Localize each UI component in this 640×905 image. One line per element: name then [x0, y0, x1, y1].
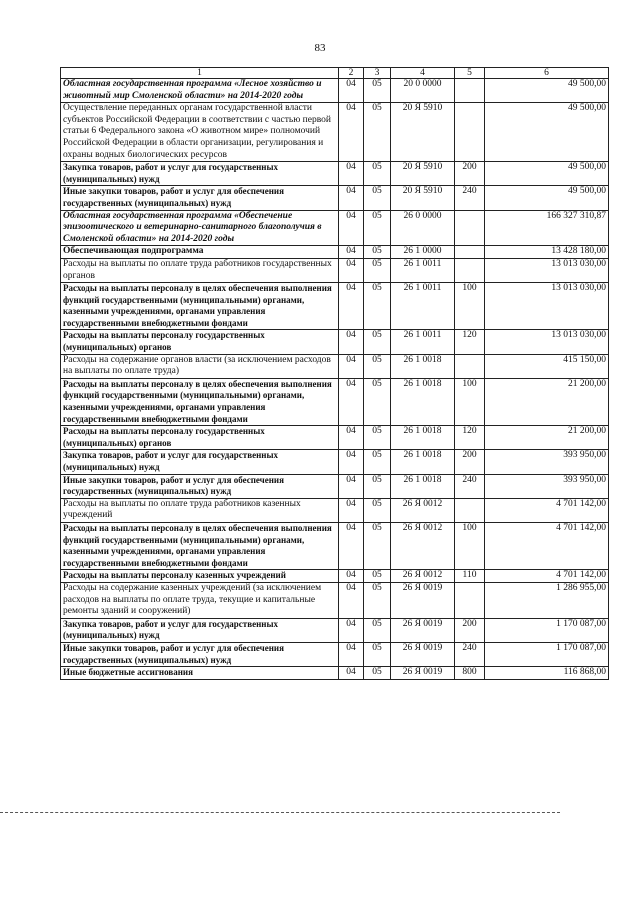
amount-cell: 393 950,00	[485, 450, 609, 474]
row-name-cell: Расходы на выплаты персоналу в целях обеспечения выполнения функций государственными (муниципальными) органами, казенными учреждениями, органами управления государственными внебюджетными фондами	[61, 283, 339, 330]
section-code-cell: 04	[339, 522, 364, 569]
row-name-cell: Расходы на выплаты персоналу государственных (муниципальных) органов	[61, 426, 339, 450]
subsection-code-cell: 05	[364, 283, 391, 330]
target-article-cell: 26 Я 0019	[391, 618, 455, 642]
subsection-code-cell: 05	[364, 186, 391, 210]
expense-type-cell: 120	[455, 330, 485, 354]
expense-type-cell: 240	[455, 642, 485, 666]
target-article-cell: 26 1 0018	[391, 378, 455, 425]
expense-type-cell: 100	[455, 283, 485, 330]
column-header: 6	[485, 68, 609, 79]
table-header-row	[61, 68, 609, 79]
expense-type-cell	[455, 210, 485, 246]
expense-type-cell: 240	[455, 474, 485, 498]
expense-type-cell: 800	[455, 667, 485, 680]
row-name-cell: Осуществление переданных органам государственной власти субъектов Российской Федерации в соответствии с частью первой статьи 6 Федерального закона «О животном мире» полномочий Российской Федерации в области организации, регулирования и охраны водных биологических ресурсов	[61, 103, 339, 162]
row-name-cell: Закупка товаров, работ и услуг для государственных (муниципальных) нужд	[61, 618, 339, 642]
expense-type-cell	[455, 246, 485, 259]
column-header: 5	[455, 68, 485, 79]
row-name-cell: Расходы на выплаты по оплате труда работников казенных учреждений	[61, 498, 339, 522]
section-code-cell: 04	[339, 210, 364, 246]
subsection-code-cell: 05	[364, 582, 391, 618]
amount-cell: 1 170 087,00	[485, 642, 609, 666]
budget-table	[60, 67, 609, 680]
section-code-cell: 04	[339, 330, 364, 354]
expense-type-cell: 200	[455, 162, 485, 186]
row-name-cell: Расходы на выплаты персоналу в целях обеспечения выполнения функций государственными (муниципальными) органами, казенными учреждениями, органами управления государственными внебюджетными фондами	[61, 522, 339, 569]
amount-cell: 49 500,00	[485, 162, 609, 186]
subsection-code-cell: 05	[364, 79, 391, 103]
target-article-cell: 26 Я 0019	[391, 582, 455, 618]
section-code-cell: 04	[339, 474, 364, 498]
subsection-code-cell: 05	[364, 103, 391, 162]
target-article-cell: 26 1 0018	[391, 354, 455, 378]
section-code-cell: 04	[339, 162, 364, 186]
table-row	[61, 450, 609, 474]
subsection-code-cell: 05	[364, 522, 391, 569]
amount-cell: 4 701 142,00	[485, 522, 609, 569]
amount-cell: 1 286 955,00	[485, 582, 609, 618]
subsection-code-cell: 05	[364, 246, 391, 259]
row-name-cell: Иные закупки товаров, работ и услуг для обеспечения государственных (муниципальных) нужд	[61, 474, 339, 498]
amount-cell: 116 868,00	[485, 667, 609, 680]
target-article-cell: 26 Я 0019	[391, 667, 455, 680]
expense-type-cell: 110	[455, 570, 485, 583]
column-header: 3	[364, 68, 391, 79]
subsection-code-cell: 05	[364, 258, 391, 282]
section-code-cell: 04	[339, 378, 364, 425]
subsection-code-cell: 05	[364, 642, 391, 666]
amount-cell: 166 327 310,87	[485, 210, 609, 246]
table-row	[61, 162, 609, 186]
expense-type-cell	[455, 582, 485, 618]
section-code-cell: 04	[339, 570, 364, 583]
amount-cell: 13 013 030,00	[485, 330, 609, 354]
target-article-cell: 26 Я 0012	[391, 570, 455, 583]
table-row	[61, 246, 609, 259]
section-code-cell: 04	[339, 246, 364, 259]
row-name-cell: Обеспечивающая подпрограмма	[61, 246, 339, 259]
target-article-cell: 26 Я 0019	[391, 642, 455, 666]
row-name-cell: Закупка товаров, работ и услуг для государственных (муниципальных) нужд	[61, 450, 339, 474]
expense-type-cell: 240	[455, 186, 485, 210]
table-row	[61, 642, 609, 666]
target-article-cell: 26 Я 0012	[391, 522, 455, 569]
table-row	[61, 354, 609, 378]
target-article-cell: 26 0 0000	[391, 210, 455, 246]
row-name-cell: Расходы на выплаты персоналу в целях обеспечения выполнения функций государственными (муниципальными) органами, казенными учреждениями, органами управления государственными внебюджетными фондами	[61, 378, 339, 425]
amount-cell: 415 150,00	[485, 354, 609, 378]
target-article-cell: 26 1 0018	[391, 426, 455, 450]
expense-type-cell: 100	[455, 522, 485, 569]
amount-cell: 393 950,00	[485, 474, 609, 498]
table-row	[61, 474, 609, 498]
section-code-cell: 04	[339, 642, 364, 666]
table-row	[61, 618, 609, 642]
scan-artifact-line	[0, 812, 560, 813]
row-name-cell: Областная государственная программа «Обеспечение эпизоотического и ветеринарно-санитарного благополучия в Смоленской области» на 2014-2020 годы	[61, 210, 339, 246]
section-code-cell: 04	[339, 498, 364, 522]
section-code-cell: 04	[339, 354, 364, 378]
section-code-cell: 04	[339, 258, 364, 282]
row-name-cell: Расходы на выплаты по оплате труда работников государственных органов	[61, 258, 339, 282]
target-article-cell: 26 Я 0012	[391, 498, 455, 522]
table-row	[61, 258, 609, 282]
table-row	[61, 210, 609, 246]
target-article-cell: 26 1 0018	[391, 450, 455, 474]
amount-cell: 1 170 087,00	[485, 618, 609, 642]
column-header: 2	[339, 68, 364, 79]
section-code-cell: 04	[339, 618, 364, 642]
subsection-code-cell: 05	[364, 667, 391, 680]
column-header: 4	[391, 68, 455, 79]
expense-type-cell: 120	[455, 426, 485, 450]
subsection-code-cell: 05	[364, 570, 391, 583]
row-name-cell: Расходы на содержание казенных учреждений (за исключением расходов на выплаты по оплате труда, текущие и капитальные ремонты зданий и сооружений)	[61, 582, 339, 618]
table-row	[61, 582, 609, 618]
table-row	[61, 330, 609, 354]
subsection-code-cell: 05	[364, 162, 391, 186]
amount-cell: 13 428 180,00	[485, 246, 609, 259]
section-code-cell: 04	[339, 582, 364, 618]
section-code-cell: 04	[339, 103, 364, 162]
row-name-cell: Иные закупки товаров, работ и услуг для обеспечения государственных (муниципальных) нужд	[61, 186, 339, 210]
table-row	[61, 378, 609, 425]
amount-cell: 13 013 030,00	[485, 258, 609, 282]
subsection-code-cell: 05	[364, 330, 391, 354]
row-name-cell: Закупка товаров, работ и услуг для государственных (муниципальных) нужд	[61, 162, 339, 186]
target-article-cell: 20 Я 5910	[391, 103, 455, 162]
section-code-cell: 04	[339, 667, 364, 680]
row-name-cell: Иные бюджетные ассигнования	[61, 667, 339, 680]
amount-cell: 49 500,00	[485, 186, 609, 210]
expense-type-cell: 200	[455, 618, 485, 642]
row-name-cell: Иные закупки товаров, работ и услуг для обеспечения государственных (муниципальных) нужд	[61, 642, 339, 666]
expense-type-cell: 100	[455, 378, 485, 425]
amount-cell: 13 013 030,00	[485, 283, 609, 330]
table-row	[61, 426, 609, 450]
row-name-cell: Расходы на содержание органов власти (за исключением расходов на выплаты по оплате труда)	[61, 354, 339, 378]
column-header: 1	[61, 68, 339, 79]
amount-cell: 21 200,00	[485, 378, 609, 425]
target-article-cell: 26 1 0018	[391, 474, 455, 498]
table-row	[61, 522, 609, 569]
expense-type-cell	[455, 258, 485, 282]
subsection-code-cell: 05	[364, 354, 391, 378]
expense-type-cell: 200	[455, 450, 485, 474]
subsection-code-cell: 05	[364, 450, 391, 474]
table-body	[61, 79, 609, 680]
amount-cell: 4 701 142,00	[485, 570, 609, 583]
target-article-cell: 20 Я 5910	[391, 162, 455, 186]
target-article-cell: 26 1 0011	[391, 330, 455, 354]
subsection-code-cell: 05	[364, 378, 391, 425]
table-row	[61, 570, 609, 583]
target-article-cell: 26 1 0011	[391, 258, 455, 282]
expense-type-cell	[455, 103, 485, 162]
section-code-cell: 04	[339, 450, 364, 474]
amount-cell: 4 701 142,00	[485, 498, 609, 522]
expense-type-cell	[455, 354, 485, 378]
section-code-cell: 04	[339, 426, 364, 450]
row-name-cell: Расходы на выплаты персоналу государственных (муниципальных) органов	[61, 330, 339, 354]
table-row	[61, 667, 609, 680]
subsection-code-cell: 05	[364, 426, 391, 450]
amount-cell: 49 500,00	[485, 103, 609, 162]
table-row	[61, 498, 609, 522]
amount-cell: 49 500,00	[485, 79, 609, 103]
target-article-cell: 26 1 0011	[391, 283, 455, 330]
subsection-code-cell: 05	[364, 498, 391, 522]
table-row	[61, 186, 609, 210]
expense-type-cell	[455, 498, 485, 522]
target-article-cell: 20 0 0000	[391, 79, 455, 103]
subsection-code-cell: 05	[364, 474, 391, 498]
table-row	[61, 79, 609, 103]
expense-type-cell	[455, 79, 485, 103]
section-code-cell: 04	[339, 79, 364, 103]
target-article-cell: 26 1 0000	[391, 246, 455, 259]
target-article-cell: 20 Я 5910	[391, 186, 455, 210]
subsection-code-cell: 05	[364, 210, 391, 246]
table-row	[61, 103, 609, 162]
row-name-cell: Областная государственная программа «Лесное хозяйство и животный мир Смоленской области» на 2014-2020 годы	[61, 79, 339, 103]
section-code-cell: 04	[339, 186, 364, 210]
row-name-cell: Расходы на выплаты персоналу казенных учреждений	[61, 570, 339, 583]
subsection-code-cell: 05	[364, 618, 391, 642]
table-row	[61, 283, 609, 330]
amount-cell: 21 200,00	[485, 426, 609, 450]
section-code-cell: 04	[339, 283, 364, 330]
page-number: 83	[314, 42, 326, 54]
